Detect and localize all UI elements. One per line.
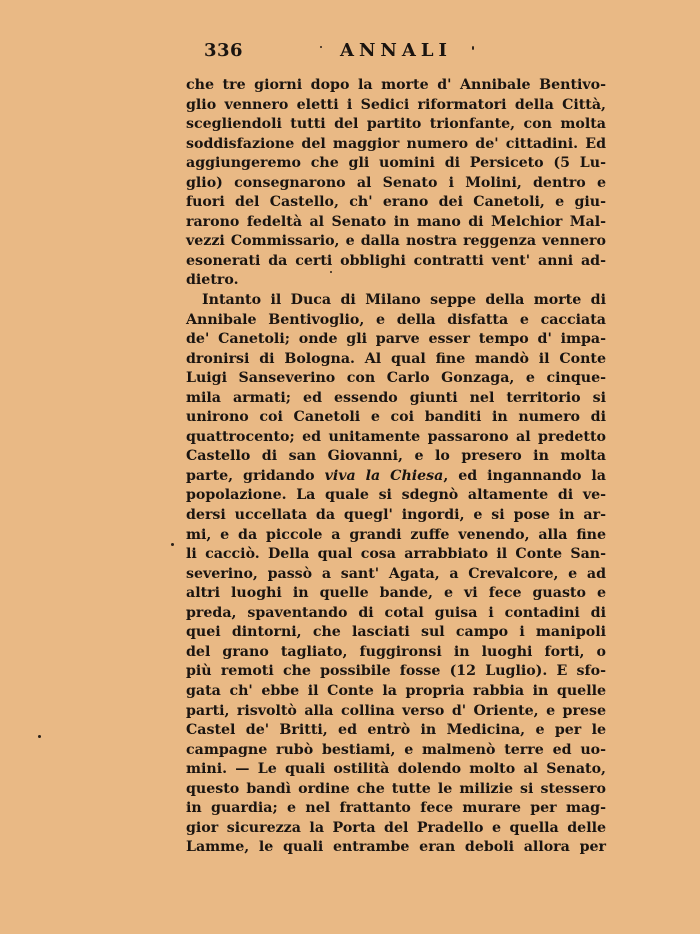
page-header [186,40,606,66]
text-line: Luigi Sanseverino con Carlo Gonzaga, e cinque- [186,370,606,387]
text-line: scegliendoli tutti del partito trionfante, con molta [186,116,606,133]
text-segment: , ed ingannando la [443,467,607,484]
print-speck [330,271,332,273]
text-line: in guardia; e nel frattanto fece murare per mag- [186,800,606,817]
text-line [186,467,606,487]
text-line: fuori del Castello, ch' erano dei Canetoli, e giu- [186,194,606,211]
text-line: quattrocento; ed unitamente passarono al predetto [186,428,606,445]
italic-phrase: viva la Chiesa [324,467,444,484]
text-line: esonerati da certi obblighi contratti vent' anni ad- [186,252,606,269]
print-speck [320,46,322,48]
text-line: severino, passò a sant' Agata, a Crevalcore, e ad [186,565,606,582]
text-line: glio vennero eletti i Sedici riformatori della Città, [186,96,606,113]
text-line: dronirsi di Bologna. Al qual fine mandò il Conte [186,350,606,367]
text-line: campagne rubò bestiami, e malmenò terre ed uo- [186,741,606,758]
text-line: Intanto il Duca di Milano seppe della morte di [202,292,606,309]
running-title: ANNALI [340,40,452,61]
text-line: dietro. [186,272,239,289]
text-line: soddisfazione del maggior numero de' cittadini. Ed [186,135,606,152]
text-line: del grano tagliato, fuggironsi in luoghi forti, o [186,643,606,660]
text-line: mila armati; ed essendo giunti nel territorio si [186,389,606,406]
text-line: vezzi Commissario, e dalla nostra reggenza vennero [186,233,606,250]
text-line: più remoti che possibile fosse (12 Luglio). E sfo- [186,663,606,680]
text-line: Castello di san Giovanni, e lo presero in molta [186,448,606,465]
print-speck [171,543,174,546]
text-line: gata ch' ebbe il Conte la propria rabbia in quelle [186,682,606,699]
text-line: mi, e da piccole a grandi zuffe venendo, alla fine [186,526,606,543]
text-line: altri luoghi in quelle bande, e vi fece guasto e [186,585,606,602]
text-line: questo bandì ordine che tutte le milizie si stessero [186,780,606,797]
text-line: de' Canetoli; onde gli parve esser tempo d' impa- [186,331,606,348]
text-line: Castel de' Britti, ed entrò in Medicina, e per le [186,722,606,739]
text-line: che tre giorni dopo la morte d' Annibale Bentivo- [186,77,606,93]
text-line: dersi uccellata da quegl' ingordi, e si pose in ar- [186,507,606,524]
print-speck [38,735,41,738]
body-text [186,76,606,858]
text-line: preda, spaventando di cotal guisa i contadini di [186,604,606,621]
text-line: quei dintorni, che lasciati sul campo i manipoli [186,624,606,641]
text-line: popolazione. La quale si sdegnò altamente di ve- [186,487,606,504]
text-line: Annibale Bentivoglio, e della disfatta e cacciata [186,311,606,328]
text-line: aggiungeremo che gli uomini di Persiceto (5 Lu- [186,155,606,172]
text-line: mini. — Le quali ostilità dolendo molto al Senato, [186,761,606,778]
text-line: glio) consegnarono al Senato i Molini, dentro e [186,174,606,191]
text-line: Lamme, le quali entrambe eran deboli allora per [186,839,606,856]
text-segment: parte, gridando [186,467,325,484]
text-line: li cacciò. Della qual cosa arrabbiato il Conte San- [186,546,606,563]
text-line: unirono coi Canetoli e coi banditi in numero di [186,409,606,426]
text-line: rarono fedeltà al Senato in mano di Melchior Mal- [186,213,606,230]
text-line: parti, risvoltò alla collina verso d' Oriente, e prese [186,702,606,719]
text-line: gior sicurezza la Porta del Pradello e quella delle [186,819,606,836]
print-speck [472,46,474,50]
page-number: 336 [204,40,244,61]
